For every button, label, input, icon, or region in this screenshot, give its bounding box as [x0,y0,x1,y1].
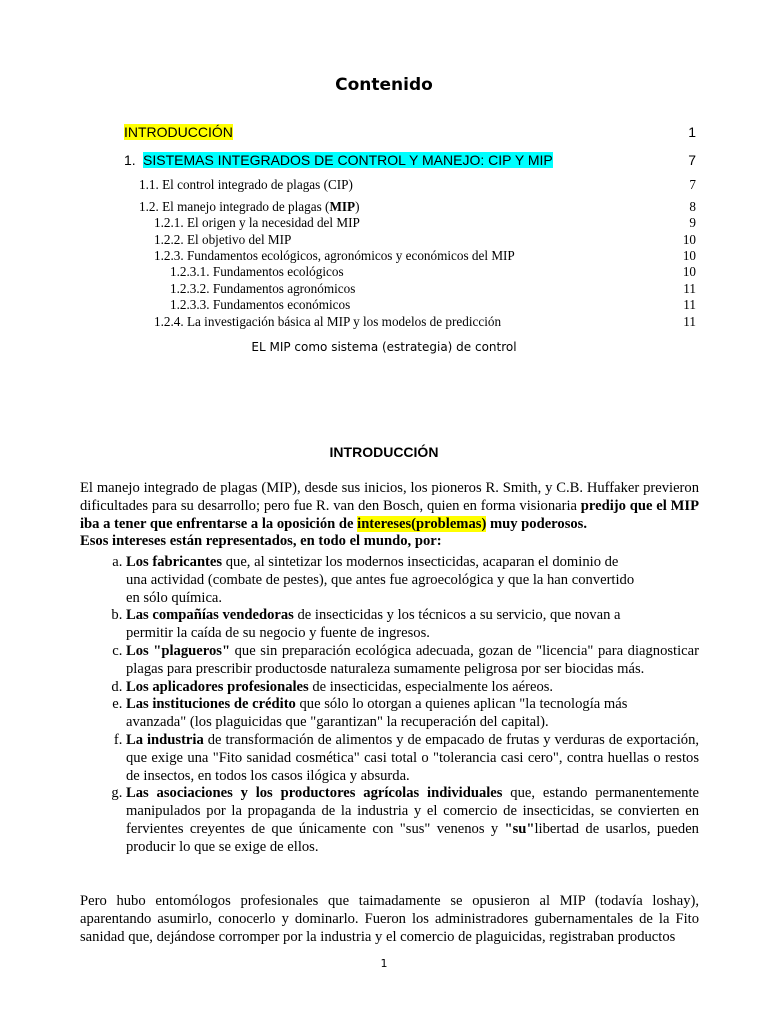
list-item: b. Las compañías vendedoras de insecticidas y los técnicos a su servicio, que novan a permitir la caída de su negocio y fuente de ingresos. [126,607,699,643]
toc-entry-page: 9 [689,215,696,230]
toc-entry-label: 1.2.2. El objetivo del MIP [154,232,292,247]
closing-paragraph: Pero hubo entomólogos profesionales que taimadamente se opusieron al MIP (todavía loshay), aparentando asumirlo, conocerlo y dominarlo. Fueron los administradores gubernamentales de la Fito sanidad que, dejándose corromper por la industria y el comercio de plaguicidas, registraban productos [80,893,699,945]
toc-entry-page: 10 [682,248,696,263]
list-item: a. Los fabricantes que, al sintetizar los modernos insecticidas, acaparan el dominio de una actividad (combate de pestes), que antes fue agroecológica y que la han convertido en sólo química. [126,554,699,607]
toc-entry-page: 7 [688,152,696,168]
toc-subtitle: EL MIP como sistema (estrategia) de control [251,340,517,354]
interests-list [80,554,699,857]
toc-entry-page: 11 [683,281,696,296]
page-number: 1 [380,957,388,970]
toc-entry-page: 7 [689,177,696,192]
toc-entry-number: 1. [124,152,136,168]
list-item: g. Las asociaciones y los productores agrícolas individuales que, estando permanentemente manipulados por la propaganda de la industria y el comercio de insecticidas, se convierten en fervientes creyentes de que únicamente con "sus" venenos y "su"libertad de usarlos, pueden producir lo que se exige de ellos. [126,785,699,856]
toc-entry-page: 1 [688,124,696,140]
section-heading: INTRODUCCIÓN [329,444,439,460]
intro-paragraph: El manejo integrado de plagas (MIP), desde sus inicios, los pioneros R. Smith, y C.B. Huffaker previeron dificultades para su desarrollo; pero fue R. van den Bosch, quien en forma visionaria predijo que el MIP iba a tener que enfrentarse a la oposición de intereses(problemas) muy poderosos. Esos intereses están representados, en todo el mundo, por: [80,480,699,550]
toc-entry-label: 1.1. El control integrado de plagas (CIP) [139,177,353,192]
toc-entry-page: 10 [682,264,696,279]
toc-entry-label: 1.2.1. El origen y la necesidad del MIP [154,215,360,230]
list-item: e. Las instituciones de crédito que sólo lo otorgan a quienes aplican "la tecnología más avanzada" (los plaguicidas que "garantizan" la recuperación del capital). [126,696,699,732]
toc-entry-label: 1.2.3.2. Fundamentos agronómicos [170,281,356,296]
list-item: c. Los "plagueros" que sin preparación ecológica adecuada, gozan de "licencia" para diagnosticar plagas para prescribir productosde naturaleza sumamente peligrosa por ser biocidas más. [126,643,699,679]
toc-entry-page: 11 [683,314,696,329]
toc-entry-label: SISTEMAS INTEGRADOS DE CONTROL Y MANEJO: CIP Y MIP [143,152,553,168]
toc-entry-page: 11 [683,297,696,312]
toc-entry-label: 1.2.4. La investigación básica al MIP y los modelos de predicción [154,314,502,329]
toc-entry-label: 1.2.3.1. Fundamentos ecológicos [170,264,344,279]
toc-entry-label: 1.2. El manejo integrado de plagas (MIP) [139,199,360,214]
toc-title: Contenido [335,75,433,95]
list-item: f. La industria de transformación de alimentos y de empacado de frutas y verduras de exportación, que exige una "Fito sanidad cosmética" casi total o "tolerancia casi cero", contra huellas o restos de insectos, en todos los casos ilógica y absurda. [126,732,699,785]
toc-entry-label: INTRODUCCIÓN [124,124,233,140]
toc-entry-page: 10 [682,232,696,247]
toc-entry-page: 8 [689,199,696,214]
list-item: d. Los aplicadores profesionales de insecticidas, especialmente los aéreos. [126,679,699,697]
toc-entry-label: 1.2.3.3. Fundamentos económicos [170,297,351,312]
toc-entry-label: 1.2.3. Fundamentos ecológicos, agronómicos y económicos del MIP [154,248,515,263]
